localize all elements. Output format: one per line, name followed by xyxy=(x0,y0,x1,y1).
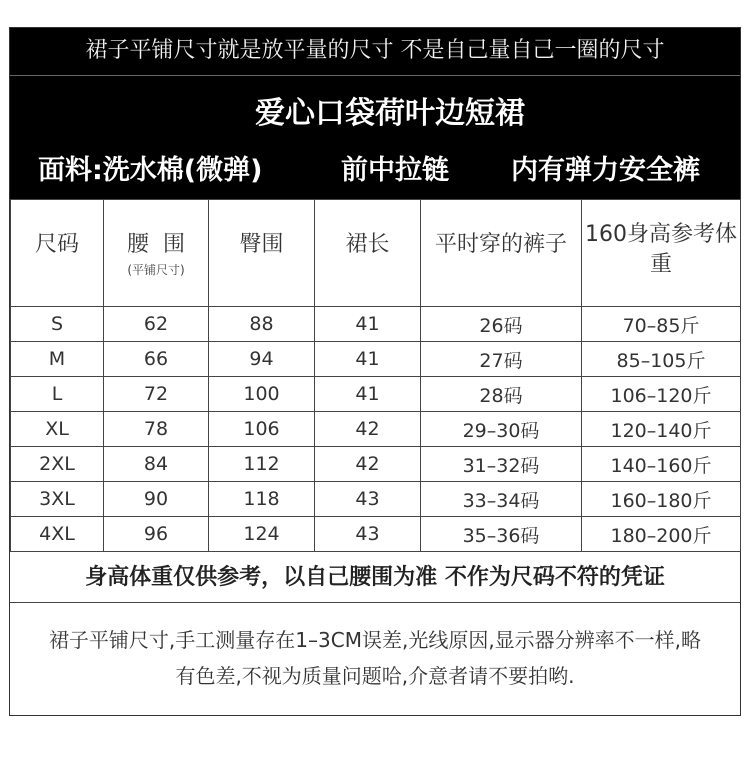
table-cell: 41 xyxy=(315,377,421,412)
feature-list xyxy=(10,140,740,196)
table-row xyxy=(11,482,741,517)
header-banner xyxy=(10,28,740,199)
table-row xyxy=(11,447,741,482)
feature-zipper: 前中拉链 xyxy=(341,155,449,186)
table-cell: 42 xyxy=(315,412,421,447)
table-cell: 3XL xyxy=(11,482,104,517)
table-cell: 33–34码 xyxy=(421,482,582,517)
table-cell: 43 xyxy=(315,482,421,517)
table-cell: 2XL xyxy=(11,447,104,482)
product-title: 爱心口袋荷叶边短裙 xyxy=(190,88,590,142)
table-cell: 88 xyxy=(209,307,315,342)
header-waist-note: (平铺尺寸) xyxy=(127,263,185,277)
table-cell: 100 xyxy=(209,377,315,412)
table-row xyxy=(11,517,741,552)
table-cell: 96 xyxy=(104,517,209,552)
feature-safety-shorts: 内有弹力安全裤 xyxy=(511,155,700,186)
table-cell: 112 xyxy=(209,447,315,482)
table-cell: 41 xyxy=(315,342,421,377)
header-hip: 臀围 xyxy=(209,200,315,307)
table-cell: M xyxy=(11,342,104,377)
table-cell: 94 xyxy=(209,342,315,377)
feature-fabric: 面料:洗水棉(微弹) xyxy=(38,155,263,186)
table-cell: 29–30码 xyxy=(421,412,582,447)
table-cell: S xyxy=(11,307,104,342)
table-cell: 72 xyxy=(104,377,209,412)
table-cell: 84 xyxy=(104,447,209,482)
table-cell: 66 xyxy=(104,342,209,377)
footnote: 裙子平铺尺寸,手工测量存在1–3CM误差,光线原因,显示器分辨率不一样,略有色差,不视为质量问题哈,介意者请不要拍哟. xyxy=(48,628,702,688)
table-cell: XL xyxy=(11,412,104,447)
table-cell: 160–180斤 xyxy=(582,482,741,517)
disclaimer: 身高体重仅供参考，以自己腰围为准 不作为尺码不符的凭证 xyxy=(10,551,740,603)
table-cell: 27码 xyxy=(421,342,582,377)
table-cell: 180–200斤 xyxy=(582,517,741,552)
table-cell: 118 xyxy=(209,482,315,517)
header-size: 尺码 xyxy=(11,200,104,307)
table-cell: L xyxy=(11,377,104,412)
table-cell: 70–85斤 xyxy=(582,307,741,342)
table-cell: 35–36码 xyxy=(421,517,582,552)
table-cell: 120–140斤 xyxy=(582,412,741,447)
measurement-note: 裙子平铺尺寸就是放平量的尺寸 不是自己量自己一圈的尺寸 xyxy=(85,38,665,63)
header-reference-weight: 160身高参考体重 xyxy=(582,200,741,307)
table-cell: 41 xyxy=(315,307,421,342)
table-cell: 4XL xyxy=(11,517,104,552)
table-cell: 140–160斤 xyxy=(582,447,741,482)
table-cell: 90 xyxy=(104,482,209,517)
table-cell: 124 xyxy=(209,517,315,552)
header-waist: 腰 围 (平铺尺寸) xyxy=(104,200,209,307)
table-row xyxy=(11,307,741,342)
table-cell: 106 xyxy=(209,412,315,447)
header-divider xyxy=(10,75,740,76)
table-row xyxy=(11,377,741,412)
table-cell: 42 xyxy=(315,447,421,482)
size-chart-table xyxy=(10,199,741,552)
table-cell: 62 xyxy=(104,307,209,342)
table-cell: 106–120斤 xyxy=(582,377,741,412)
table-cell: 43 xyxy=(315,517,421,552)
header-pants-size: 平时穿的裤子 xyxy=(421,200,582,307)
table-cell: 28码 xyxy=(421,377,582,412)
table-cell: 31–32码 xyxy=(421,447,582,482)
table-cell: 85–105斤 xyxy=(582,342,741,377)
table-cell: 78 xyxy=(104,412,209,447)
table-row xyxy=(11,412,741,447)
table-cell: 26码 xyxy=(421,307,582,342)
table-row xyxy=(11,342,741,377)
table-header-row xyxy=(11,200,741,307)
header-length: 裙长 xyxy=(315,200,421,307)
